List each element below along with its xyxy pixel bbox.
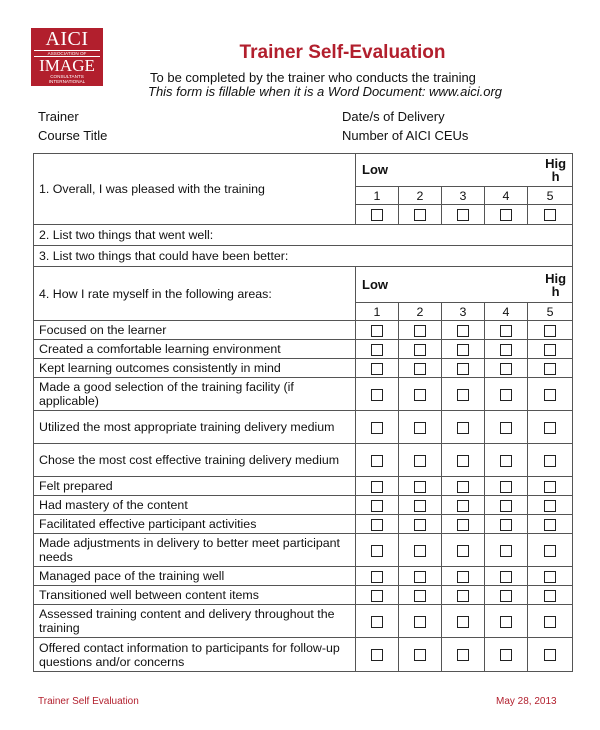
question-cell xyxy=(34,246,573,267)
rating-item-text: Had mastery of the content xyxy=(39,498,188,512)
rating-item-row xyxy=(34,605,573,638)
question-text: 4. How I rate myself in the following areas: xyxy=(39,286,272,301)
rating-cell xyxy=(442,477,485,496)
rating-cell xyxy=(528,378,573,411)
rating-item-row xyxy=(34,586,573,605)
rating-item-label xyxy=(34,411,356,444)
rating-cell xyxy=(485,534,528,567)
rating-checkbox[interactable] xyxy=(457,325,469,337)
rating-checkbox[interactable] xyxy=(500,481,512,493)
rating-checkbox[interactable] xyxy=(371,481,383,493)
rating-checkbox[interactable] xyxy=(457,571,469,583)
logo-text: IMAGE xyxy=(39,56,95,75)
rating-item-label xyxy=(34,534,356,567)
rating-checkbox[interactable] xyxy=(371,455,383,467)
rating-item-label xyxy=(34,515,356,534)
rating-checkbox[interactable] xyxy=(371,545,383,557)
rating-item-row xyxy=(34,496,573,515)
rating-cell xyxy=(528,477,573,496)
rating-cell xyxy=(356,444,399,477)
rating-cell xyxy=(485,586,528,605)
rating-cell xyxy=(528,411,573,444)
rating-cell xyxy=(356,411,399,444)
rating-checkbox[interactable] xyxy=(457,455,469,467)
rating-item-label xyxy=(34,444,356,477)
rating-item-row xyxy=(34,321,573,340)
rating-cell xyxy=(528,567,573,586)
rating-checkbox[interactable] xyxy=(544,209,556,221)
rating-cell xyxy=(485,444,528,477)
page-title: Trainer Self-Evaluation xyxy=(239,42,446,63)
rating-checkbox[interactable] xyxy=(500,325,512,337)
rating-cell xyxy=(528,205,573,225)
rating-item-text: Managed pace of the training well xyxy=(39,569,225,583)
rating-cell xyxy=(356,605,399,638)
rating-checkbox[interactable] xyxy=(457,616,469,628)
rating-cell xyxy=(442,205,485,225)
rating-cell xyxy=(485,340,528,359)
rating-checkbox[interactable] xyxy=(371,209,383,221)
rating-cell xyxy=(399,515,442,534)
rating-cell xyxy=(528,534,573,567)
scale-number: 2 xyxy=(399,303,442,321)
rating-checkbox[interactable] xyxy=(544,344,556,356)
rating-checkbox[interactable] xyxy=(544,519,556,531)
rating-cell xyxy=(399,444,442,477)
rating-cell xyxy=(442,378,485,411)
scale-low-label: Low xyxy=(362,162,388,177)
rating-item-label xyxy=(34,638,356,672)
rating-cell xyxy=(399,205,442,225)
rating-cell xyxy=(399,340,442,359)
rating-checkbox[interactable] xyxy=(500,363,512,375)
rating-checkbox[interactable] xyxy=(500,616,512,628)
rating-cell xyxy=(528,586,573,605)
logo-text: AICI xyxy=(45,28,89,50)
rating-item-row xyxy=(34,444,573,477)
rating-cell xyxy=(528,605,573,638)
rating-checkbox[interactable] xyxy=(371,344,383,356)
rating-cell xyxy=(485,411,528,444)
rating-checkbox[interactable] xyxy=(457,519,469,531)
rating-cell xyxy=(442,515,485,534)
rating-cell xyxy=(356,567,399,586)
rating-checkbox[interactable] xyxy=(457,209,469,221)
rating-item-row xyxy=(34,567,573,586)
rating-cell xyxy=(356,638,399,672)
rating-item-row xyxy=(34,638,573,672)
rating-cell xyxy=(528,321,573,340)
rating-cell xyxy=(356,534,399,567)
scale-number: 4 xyxy=(485,303,528,321)
rating-cell xyxy=(528,638,573,672)
rating-checkbox[interactable] xyxy=(544,500,556,512)
rating-cell xyxy=(399,477,442,496)
scale-number: 2 xyxy=(399,187,442,205)
rating-cell xyxy=(442,359,485,378)
rating-checkbox[interactable] xyxy=(371,422,383,434)
rating-checkbox[interactable] xyxy=(414,363,426,375)
rating-item-label xyxy=(34,359,356,378)
scale-high-label: Hig h xyxy=(545,156,567,184)
rating-checkbox[interactable] xyxy=(414,545,426,557)
scale-label-cell xyxy=(356,267,573,303)
rating-checkbox[interactable] xyxy=(500,209,512,221)
rating-cell xyxy=(485,205,528,225)
rating-item-row xyxy=(34,359,573,378)
rating-checkbox[interactable] xyxy=(457,422,469,434)
scale-number: 5 xyxy=(528,303,573,321)
rating-checkbox[interactable] xyxy=(457,389,469,401)
rating-cell xyxy=(528,444,573,477)
scale-number: 1 xyxy=(356,187,399,205)
rating-cell xyxy=(442,321,485,340)
rating-checkbox[interactable] xyxy=(371,649,383,661)
rating-cell xyxy=(356,515,399,534)
rating-cell xyxy=(485,515,528,534)
rating-cell xyxy=(442,534,485,567)
rating-item-label xyxy=(34,340,356,359)
rating-cell xyxy=(485,321,528,340)
rating-item-row xyxy=(34,340,573,359)
logo-text: ASSOCIATION OF xyxy=(34,50,100,57)
rating-item-row xyxy=(34,515,573,534)
scale-number: 4 xyxy=(485,187,528,205)
fillable-note: This form is fillable when it is a Word Document: www.aici.org xyxy=(148,84,503,99)
rating-checkbox[interactable] xyxy=(414,571,426,583)
rating-cell xyxy=(399,378,442,411)
rating-cell xyxy=(442,638,485,672)
rating-checkbox[interactable] xyxy=(544,616,556,628)
question-row xyxy=(34,246,573,267)
rating-cell xyxy=(399,586,442,605)
rating-checkbox[interactable] xyxy=(500,590,512,602)
rating-item-text: Created a comfortable learning environment xyxy=(39,342,281,356)
rating-checkbox[interactable] xyxy=(500,649,512,661)
rating-cell xyxy=(485,496,528,515)
rating-cell xyxy=(356,340,399,359)
rating-item-text: Offered contact information to participants for follow-up questions and/or concerns xyxy=(39,640,340,669)
rating-item-label xyxy=(34,567,356,586)
rating-item-text: Made adjustments in delivery to better meet participant needs xyxy=(39,536,340,564)
rating-checkbox[interactable] xyxy=(371,571,383,583)
rating-checkbox[interactable] xyxy=(371,325,383,337)
rating-checkbox[interactable] xyxy=(544,571,556,583)
question-cell xyxy=(34,225,573,246)
scale-number: 3 xyxy=(442,303,485,321)
rating-cell xyxy=(399,496,442,515)
rating-checkbox[interactable] xyxy=(544,455,556,467)
rating-checkbox[interactable] xyxy=(414,500,426,512)
rating-item-label xyxy=(34,496,356,515)
rating-checkbox[interactable] xyxy=(414,422,426,434)
rating-cell xyxy=(528,496,573,515)
rating-cell xyxy=(442,586,485,605)
rating-cell xyxy=(442,605,485,638)
rating-checkbox[interactable] xyxy=(457,363,469,375)
scale-low-label: Low xyxy=(362,276,388,292)
rating-cell xyxy=(356,359,399,378)
rating-cell xyxy=(356,378,399,411)
rating-item-label xyxy=(34,477,356,496)
dates-label: Date/s of Delivery xyxy=(342,109,445,124)
scale-label-cell xyxy=(356,154,573,187)
rating-cell xyxy=(485,359,528,378)
rating-cell xyxy=(528,340,573,359)
rating-cell xyxy=(356,496,399,515)
rating-cell xyxy=(399,411,442,444)
rating-checkbox[interactable] xyxy=(544,590,556,602)
rating-checkbox[interactable] xyxy=(500,519,512,531)
rating-item-text: Transitioned well between content items xyxy=(39,588,259,602)
question-text: 1. Overall, I was pleased with the training xyxy=(39,182,265,196)
rating-cell xyxy=(442,496,485,515)
rating-checkbox[interactable] xyxy=(544,481,556,493)
rating-item-text: Facilitated effective participant activities xyxy=(39,517,257,531)
question-text: 2. List two things that went well: xyxy=(39,228,214,242)
rating-checkbox[interactable] xyxy=(414,344,426,356)
rating-checkbox[interactable] xyxy=(414,519,426,531)
rating-checkbox[interactable] xyxy=(414,455,426,467)
rating-cell xyxy=(399,359,442,378)
rating-cell xyxy=(485,477,528,496)
rating-checkbox[interactable] xyxy=(457,500,469,512)
evaluation-table xyxy=(33,153,573,672)
rating-checkbox[interactable] xyxy=(414,325,426,337)
rating-cell xyxy=(442,340,485,359)
course-title-label: Course Title xyxy=(38,128,108,143)
rating-cell xyxy=(485,567,528,586)
rating-cell xyxy=(442,444,485,477)
rating-item-text: Made a good selection of the training facility (if applicable) xyxy=(39,380,294,408)
rating-checkbox[interactable] xyxy=(414,389,426,401)
rating-checkbox[interactable] xyxy=(500,500,512,512)
rating-checkbox[interactable] xyxy=(371,389,383,401)
footer-title: Trainer Self Evaluation xyxy=(38,696,139,707)
rating-cell xyxy=(528,515,573,534)
rating-checkbox[interactable] xyxy=(544,389,556,401)
rating-checkbox[interactable] xyxy=(457,344,469,356)
rating-checkbox[interactable] xyxy=(500,389,512,401)
rating-checkbox[interactable] xyxy=(371,363,383,375)
rating-cell xyxy=(399,534,442,567)
rating-item-text: Chose the most cost effective training delivery medium xyxy=(39,453,340,467)
footer-date: May 28, 2013 xyxy=(496,696,557,707)
rating-item-row xyxy=(34,534,573,567)
rating-checkbox[interactable] xyxy=(457,590,469,602)
rating-cell xyxy=(528,359,573,378)
rating-cell xyxy=(442,411,485,444)
rating-cell xyxy=(356,477,399,496)
rating-checkbox[interactable] xyxy=(414,616,426,628)
rating-cell xyxy=(485,605,528,638)
rating-item-text: Utilized the most appropriate training delivery medium xyxy=(39,420,335,434)
rating-checkbox[interactable] xyxy=(457,481,469,493)
rating-checkbox[interactable] xyxy=(500,455,512,467)
rating-checkbox[interactable] xyxy=(414,481,426,493)
rating-item-row xyxy=(34,477,573,496)
rating-checkbox[interactable] xyxy=(414,590,426,602)
rating-item-row xyxy=(34,378,573,411)
subtitle: To be completed by the trainer who conducts the training xyxy=(150,70,476,85)
rating-item-row xyxy=(34,411,573,444)
rating-checkbox[interactable] xyxy=(544,545,556,557)
rating-cell xyxy=(399,605,442,638)
question-row xyxy=(34,225,573,246)
rating-checkbox[interactable] xyxy=(371,500,383,512)
ceus-label: Number of AICI CEUs xyxy=(342,128,469,143)
question-text: 3. List two things that could have been better: xyxy=(39,249,289,263)
rating-cell xyxy=(485,638,528,672)
logo-text: INTERNATIONAL xyxy=(48,79,86,84)
rating-item-text: Focused on the learner xyxy=(39,323,167,337)
rating-cell xyxy=(442,567,485,586)
rating-cell xyxy=(356,586,399,605)
rating-checkbox[interactable] xyxy=(500,422,512,434)
logo-text: CONSULTANTS xyxy=(50,74,84,79)
rating-item-text: Felt prepared xyxy=(39,479,113,493)
question-cell xyxy=(34,267,356,321)
rating-item-text: Assessed training content and delivery throughout the training xyxy=(39,607,335,635)
rating-checkbox[interactable] xyxy=(457,545,469,557)
rating-item-text: Kept learning outcomes consistently in mind xyxy=(39,361,281,375)
scale-header-row xyxy=(34,154,573,187)
rating-checkbox[interactable] xyxy=(544,649,556,661)
rating-checkbox[interactable] xyxy=(544,422,556,434)
rating-checkbox[interactable] xyxy=(371,519,383,531)
rating-checkbox[interactable] xyxy=(500,344,512,356)
rating-checkbox[interactable] xyxy=(414,649,426,661)
rating-checkbox[interactable] xyxy=(544,325,556,337)
scale-number: 1 xyxy=(356,303,399,321)
trainer-label: Trainer xyxy=(38,109,79,124)
rating-cell xyxy=(399,321,442,340)
rating-cell xyxy=(485,378,528,411)
rating-cell xyxy=(356,321,399,340)
rating-checkbox[interactable] xyxy=(500,545,512,557)
scale-header-row xyxy=(34,267,573,303)
rating-item-label xyxy=(34,378,356,411)
rating-cell xyxy=(399,638,442,672)
scale-number: 3 xyxy=(442,187,485,205)
rating-cell xyxy=(356,205,399,225)
scale-high-label: Hig h xyxy=(545,270,567,299)
rating-checkbox[interactable] xyxy=(544,363,556,375)
rating-checkbox[interactable] xyxy=(371,590,383,602)
rating-checkbox[interactable] xyxy=(500,571,512,583)
rating-checkbox[interactable] xyxy=(414,209,426,221)
scale-number: 5 xyxy=(528,187,573,205)
rating-item-label xyxy=(34,605,356,638)
question-cell xyxy=(34,154,356,225)
rating-item-label xyxy=(34,321,356,340)
rating-item-label xyxy=(34,586,356,605)
rating-cell xyxy=(399,567,442,586)
rating-checkbox[interactable] xyxy=(457,649,469,661)
rating-checkbox[interactable] xyxy=(371,616,383,628)
